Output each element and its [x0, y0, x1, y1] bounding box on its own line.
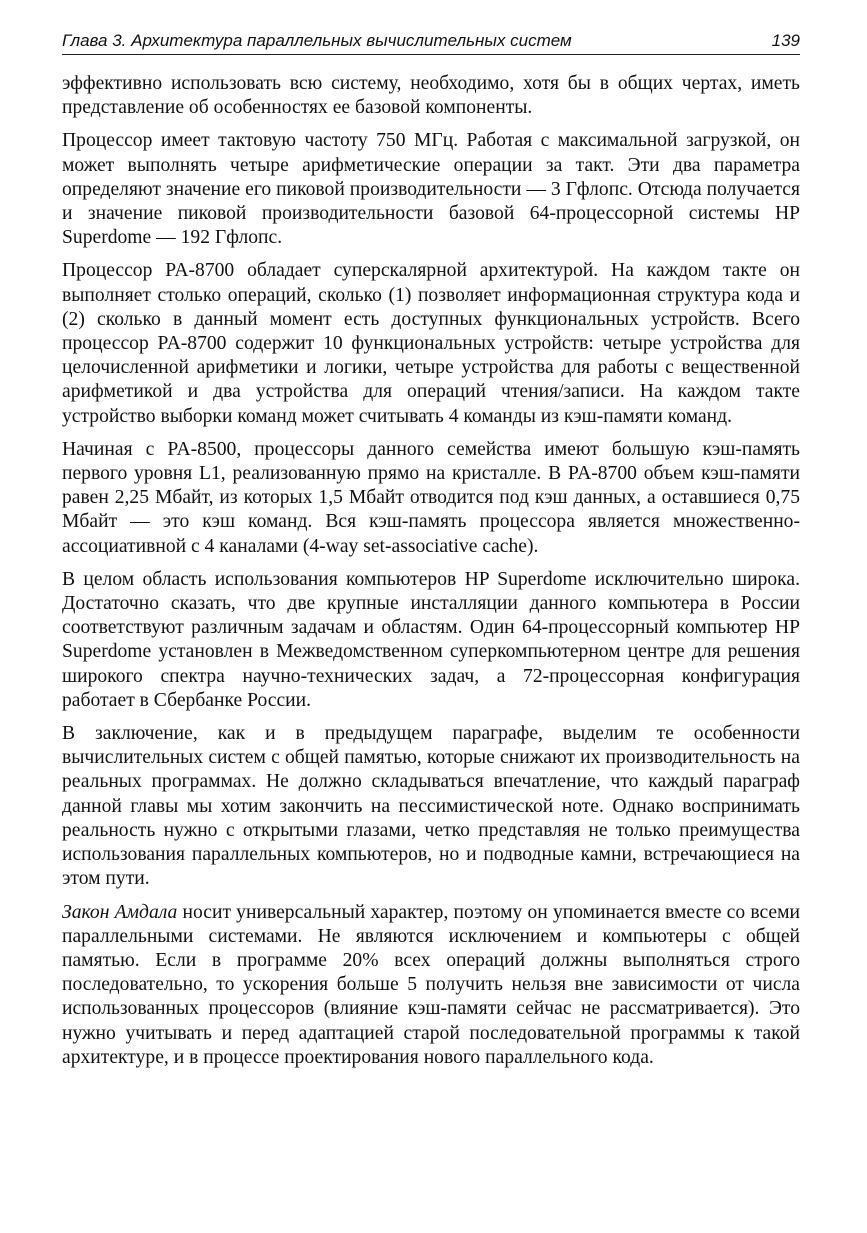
paragraph-clock-frequency	[62, 129, 800, 250]
paragraph-text: эффективно использовать всю систему, необходимо, хотя бы в общих чертах, иметь представление об особенностях ее базовой компоненты.	[62, 73, 800, 119]
paragraph-cache	[62, 438, 800, 559]
paragraph-continuation	[62, 72, 800, 120]
paragraph-usage	[62, 568, 800, 713]
paragraph-conclusion	[62, 722, 800, 891]
page-number: 139	[771, 31, 800, 50]
paragraph-text: носит универсальный характер, поэтому он упоминается вместе со всеми параллельными системами. Не являются исключением и компьютеры с общей памятью. Если в программе 20% всех операций должны выполняться строго последовательно, то ускорения больше 5 получить нельзя вне зависимости от числа использованных процессоров (влияние кэш-памяти сейчас не рассматривается). Это нужно учитывать и перед адаптацией старой последовательной программы к такой архитектуре, и в процессе проектирования нового параллельного кода.	[62, 901, 800, 1068]
paragraph-text: В заключение, как и в предыдущем параграфе, выделим те особенности вычислительных систем с общей памятью, которые снижают их производительность на реальных программах. Не должно складываться впечатление, что каждый параграф данной главы мы хотим закончить на пессимистической ноте. Однако воспринимать реальность нужно с открытыми глазами, четко представляя не только преимущества использования параллельных компьютеров, но и подводные камни, встречающиеся на этом пути.	[62, 723, 800, 890]
paragraph-text: Начиная с PA-8500, процессоры данного семейства имеют большую кэш-память первого уровня L1, реализованную прямо на кристалле. В PA-8700 объем кэш-памяти равен 2,25 Мбайт, из которых 1,5 Мбайт отводится под кэш данных, а оставшиеся 0,75 Мбайт — это кэш команд. Вся кэш-память процессора является множественно-ассоциативной с 4 каналами (4-way set-associative cache).	[62, 438, 800, 557]
chapter-title: Глава 3. Архитектура параллельных вычислительных систем	[62, 31, 572, 50]
paragraph-amdahl	[62, 901, 800, 1070]
running-header	[62, 30, 800, 55]
amdahl-law-term: Закон Амдала	[62, 901, 178, 923]
paragraph-text: В целом область использования компьютеров HP Superdome исключительно широка. Достаточно сказать, что две крупные инсталляции данного компьютера в России соответствуют различным задачам и областям. Один 64-процессорный компьютер HP Superdome установлен в Межведомственном суперкомпьютерном центре для решения широкого спектра научно-технических задач, а 72-процессорная конфигурация работает в Сбербанке России.	[62, 568, 800, 711]
paragraph-text: Процессор PA-8700 обладает суперскалярной архитектурой. На каждом такте он выполняет столько операций, сколько (1) позволяет информационная структура кода и (2) сколько в данный момент есть доступных функциональных устройств. Всего процессор PA-8700 содержит 10 функциональных устройств: четыре устройства для целочисленной арифметики и логики, четыре устройства для работы с вещественной арифметикой и два устройства для операций чтения/записи. На каждом такте устройство выборки команд может считывать 4 команды из кэш-памяти команд.	[62, 260, 800, 427]
paragraph-superscalar	[62, 259, 800, 428]
body-text	[62, 72, 800, 1079]
paragraph-text: Процессор имеет тактовую частоту 750 МГц. Работая с максимальной загрузкой, он может выполнять четыре арифметические операции за такт. Эти два параметра определяют значение его пиковой производительности — 3 Гфлопс. Отсюда получается и значение пиковой производительности базовой 64-процессорной системы HP Superdome — 192 Гфлопс.	[62, 130, 800, 249]
